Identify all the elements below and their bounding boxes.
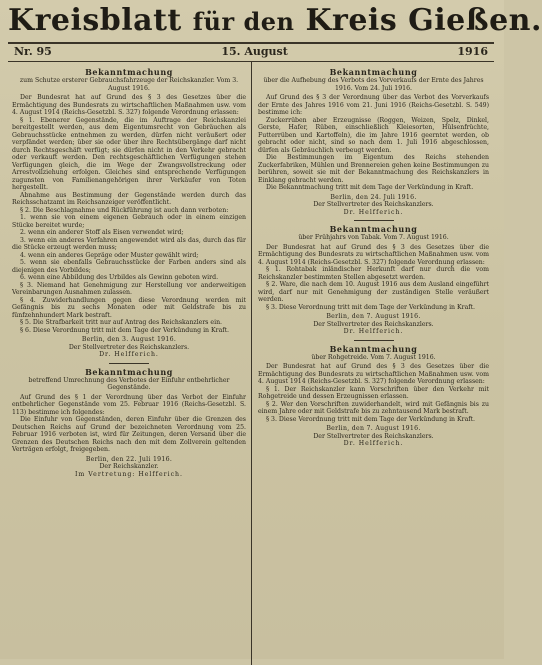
article-title: Bekanntmachung	[85, 67, 173, 77]
article-separator	[354, 220, 394, 221]
article-office: Der Stellvertreter des Reichskanzlers.	[313, 320, 434, 328]
article-signature: Dr. Helfferich.	[99, 351, 159, 358]
article-paragraph: 6. wenn eine Abbildung des Urbildes als Gewinn geboten wird.	[20, 274, 219, 281]
article-paragraph: Auf Grund des § 1 der Verordnung über das Verbot der Einfuhr entbehrlicher Gegenstände vom 25. Februar 1916 (Reichs-Gesetzbl. S. 113) bestimme ich folgendes:	[12, 393, 246, 416]
article-place-date: Berlin, den 24. Juli 1916.	[330, 193, 417, 201]
article-paragraph: § 2. Wer den Vorschriften zuwiderhandelt, wird mit Gefängnis bis zu einem Jahre oder mit Geldstrafe bis zu zehntausend Mark bestraft.	[258, 400, 489, 415]
article-paragraph: Der Bundesrat hat auf Grund des § 3 des Gesetzes über die Ermächtigung des Bundesrats zu wirtschaftlichen Maßnahmen usw. vom 4. August 1914 (Reichs-Gesetzbl. S. 327) folgende Verordnung erlassen:	[12, 94, 246, 116]
columns	[8, 61, 494, 665]
article-paragraph: Die Bekanntmachung tritt mit dem Tage der Verkündung in Kraft.	[266, 184, 474, 191]
article-paragraph: § 3. Diese Verordnung tritt mit dem Tage der Verkündung in Kraft.	[266, 303, 476, 311]
article-subtitle: betreffend Umrechnung des Verbotes der Einfuhr entbehrlicher Gegenstände.	[28, 376, 230, 391]
issue-year: 1916	[457, 45, 488, 58]
article-subtitle: über Rohgetreide. Vom 7. August 1916.	[311, 353, 436, 361]
article-paragraph: Die Einfuhr von Gegenständen, deren Einfuhr über die Grenzen des Deutschen Reichs auf Grund der bezeichneten Verordnung vom 25. Februar 1916 verboten ist, wird für Zeitungen, deren Versand über die Grenzen des Deutschen Reichs nach den mit dem Zollverein geltenden Verträgen erfolgt, freigegeben.	[12, 416, 246, 453]
article-paragraph: § 6. Diese Verordnung tritt mit dem Tage der Verkündung in Kraft.	[20, 326, 230, 334]
article-paragraph: 5. wenn sie ebenfalls Gebrauchsstücke der Farben anders sind als diejenigen des Vorbildes;	[12, 259, 246, 274]
article-paragraph: 4. wenn ein anderes Gepräge oder Muster gewählt wird;	[20, 251, 199, 259]
masthead-title	[8, 3, 542, 38]
issue-line	[8, 44, 494, 59]
issue-number: Nr. 95	[14, 45, 52, 58]
article-signature: Im Vertretung: Helfferich.	[74, 470, 183, 478]
article-paragraph: § 2. Die Beschlagnahme und Rückführung ist auch dann verboten:	[20, 206, 229, 214]
article-paragraph: 3. wenn ein anderes Verfahren angewendet wird als das, durch das für die Stücke erzeugt werden muss;	[12, 236, 246, 251]
article-paragraph: § 1. Rohtabak inländischer Herkunft darf nur durch die vom Reichskanzler bestimmten Stellen abgesetzt werden.	[258, 266, 489, 281]
masthead-title-part1: Kreisblatt	[8, 3, 182, 38]
masthead-title-part3: Kreis Gießen.	[305, 3, 542, 38]
article-separator	[109, 363, 149, 364]
article-paragraph: 1. wenn sie von einem eigenen Gebrauch oder in einem einzigen Stücke bereitet wurde;	[12, 214, 246, 229]
article-subtitle: zum Schutze ersterer Gebrauchsfahrzeuge der Reichskanzler. Vom 3. August 1916.	[19, 77, 239, 92]
article-title: Bekanntmachung	[329, 67, 418, 77]
article-office: Der Stellvertreter des Reichskanzlers.	[68, 343, 190, 351]
article-signature: Dr. Helfferich.	[343, 328, 404, 335]
article-place-date: Berlin, den 3. August 1916.	[81, 336, 177, 343]
article-office: Der Reichskanzler.	[99, 463, 159, 470]
article-paragraph: § 4. Zuwiderhandlungen gegen diese Verordnung werden mit Gefängnis bis zu sechs Monaten oder mit Geldstrafe bis zu fünfzehnhundert Mark bestraft.	[12, 296, 246, 319]
article-paragraph: Der Bundesrat hat auf Grund des § 3 des Gesetzes über die Ermächtigung des Bundesrats zu wirtschaftlichen Maßnahmen usw. vom 4. August 1914 (Reichs-Gesetzbl. S. 327) folgende Verordnung erlassen:	[258, 243, 489, 266]
article-title: Bekanntmachung	[329, 224, 418, 234]
article-subtitle: über Frühjahrs von Tabak. Vom 7. August 1916.	[298, 234, 449, 241]
article-place-date: Berlin, den 7. August 1916.	[326, 425, 421, 432]
article-paragraph: § 5. Die Strafbarkeit tritt nur auf Antrag des Reichskanzlers ein.	[20, 319, 223, 326]
article-paragraph: § 3. Diese Verordnung tritt mit dem Tage der Verkündung in Kraft.	[266, 415, 476, 423]
article-paragraph: Die Bestimmungen im Eigentum des Reichs stehenden Zuckerfabriken, Mühlen und Brennereien gehen keine Bestimmungen zu berühren, soweit sie mit der Bekanntmachung des Reichskanzlers in Einklang gebracht werden.	[258, 154, 489, 184]
article-paragraph: Der Bundesrat hat auf Grund des § 3 des Gesetzes über die Ermächtigung des Bundesrats zu wirtschaftlichen Maßnahmen usw. vom 4. August 1914 (Reichs-Gesetzbl. S. 327) folgende Verordnung erlassen:	[258, 363, 489, 385]
left-column	[8, 62, 251, 665]
masthead-title-part2: für den	[192, 7, 295, 36]
article-paragraph: § 3. Niemand hat Genehmigung zur Herstellung vor anderweitigen Vereinbarungen Ausnahmen zulassen.	[12, 281, 246, 296]
article-place-date: Berlin, den 22. Juli 1916.	[85, 455, 173, 463]
article-paragraph: Zuckerrüben aber Erzeugnisse (Roggen, Weizen, Spelz, Dinkel, Gerste, Hafer, Rüben, einschließlich Kleiesorten, Hülsenfrüchte, Futterrüben und Kartoffeln), die im Jahre 1916 geerntet werden, ob gebracht oder nicht, sind so nach dem 1. Juli 1916 abgeschlossen, dürfen als Gebräuchlich verbeugt werden.	[258, 116, 489, 154]
article-subtitle: über die Aufhebung des Verbots des Vorverkaufs der Ernte des Jahres 1916. Vom 24. Juli 1916.	[263, 77, 484, 92]
article-office: Der Stellvertreter des Reichskanzlers.	[313, 432, 434, 440]
issue-date: 15. August	[221, 45, 288, 58]
article-title: Bekanntmachung	[329, 343, 418, 354]
article-paragraph: § 1. Ebenerer Gegenstände, die im Auftrage der Reichskanzlei bereitgestellt werden, aus dem Eigentumsrecht von Gebräuchen als Gebrauchsstücke entnehmen zu werden, dürfen nicht veräußert oder verpfändet werden; über sie oder über ihre Rechtsübergänge darf nicht durch Rechtsgeschäft verfügt; sie dürfen nicht in den Verkehr gebracht oder verkauft werden. Den rechtsgeschäftlichen Verfügungen stehen Verfügungen gleich, die im Wege der Zwangsvollstreckung oder Arrestvollziehung erfolgen. Gleiches sind entsprechende Verfügungen zugunsten von Familienangehörigen ihrer Verkäufer von Toten hergestellt.	[12, 116, 246, 191]
article-place-date: Berlin, den 7. August 1916.	[326, 313, 421, 320]
article-title: Bekanntmachung	[85, 366, 173, 377]
article-separator	[354, 340, 394, 341]
article-office: Der Stellvertreter des Reichskanzlers.	[313, 201, 434, 208]
article-paragraph: § 2. Ware, die nach dem 10. August 1916 aus dem Ausland eingeführt wird, darf nur mit Genehmigung der zuständigen Stelle veräußert werden.	[258, 281, 489, 303]
right-column	[251, 62, 494, 665]
article-signature: Dr. Helfferich.	[343, 208, 404, 216]
article-paragraph: Abnahme aus Bestimmung der Gegenstände werden durch das Reichsschatzamt im Reichsanzeiger veröffentlicht.	[12, 191, 246, 206]
article-paragraph: § 1. Der Reichskanzler kann Vorschriften über den Verkehr mit Rohgetreide und dessen Erzeugnissen erlassen.	[258, 385, 489, 400]
article-paragraph: Auf Grund des § 3 der Verordnung über das Verbot des Vorverkaufs der Ernte des Jahres 1916 vom 21. Juni 1916 (Reichs-Gesetzbl. S. 549) bestimme ich:	[258, 94, 489, 116]
article-paragraph: 2. wenn ein anderer Stoff als Eisen verwendet wird;	[20, 229, 184, 236]
article-signature: Dr. Helfferich.	[343, 440, 404, 447]
